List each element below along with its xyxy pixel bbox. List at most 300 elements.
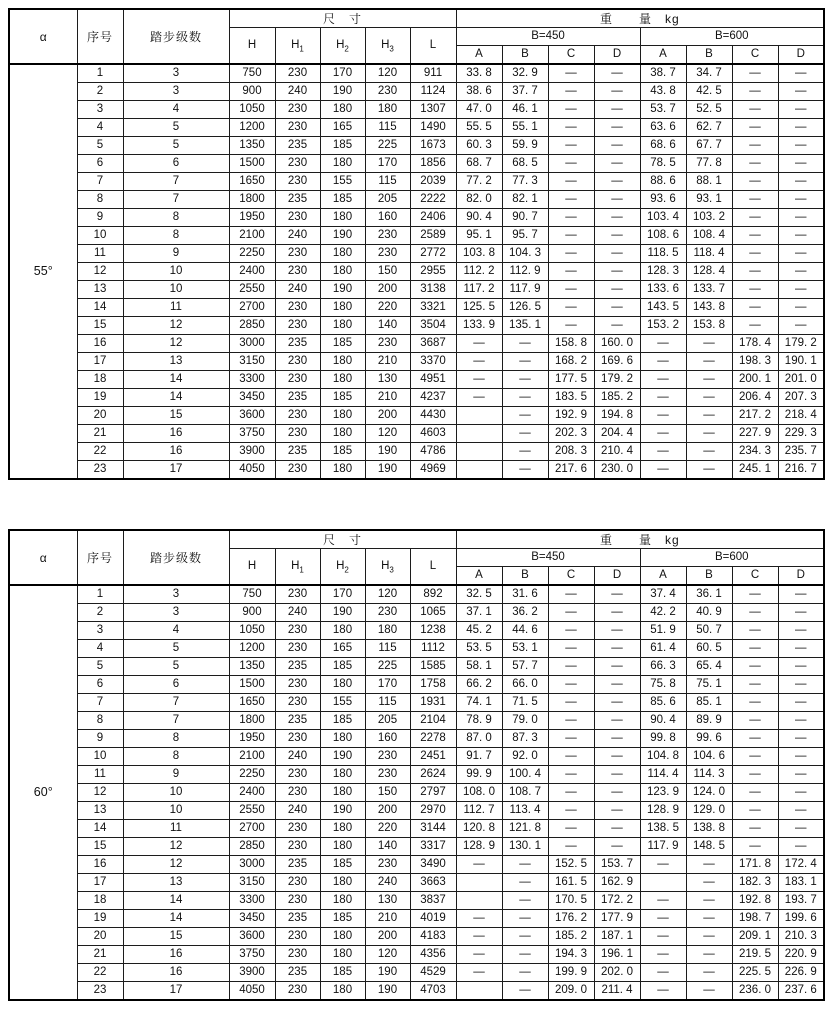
cell-A600: 53. 7	[640, 101, 686, 119]
cell-D450: 169. 6	[594, 353, 640, 371]
cell-D450: 194. 8	[594, 407, 640, 425]
cell-C600: —	[732, 748, 778, 766]
table-row	[9, 263, 824, 281]
cell-D600: 183. 1	[778, 874, 824, 892]
cell-index: 18	[77, 371, 123, 389]
cell-index: 15	[77, 317, 123, 335]
cell-H: 1350	[229, 137, 275, 155]
cell-L: 1238	[410, 622, 456, 640]
header-index: 序号	[77, 530, 123, 585]
table-row	[9, 245, 824, 263]
cell-B600: —	[686, 856, 732, 874]
header-B450: B	[502, 46, 548, 65]
cell-B450: 46. 1	[502, 101, 548, 119]
header-steps: 踏步级数	[123, 530, 229, 585]
cell-B450: 126. 5	[502, 299, 548, 317]
header-B450: B	[502, 567, 548, 586]
cell-H3: 115	[365, 640, 410, 658]
cell-A450: 58. 1	[456, 658, 502, 676]
cell-A600: 128. 9	[640, 802, 686, 820]
cell-C600: 198. 3	[732, 353, 778, 371]
cell-C450: 152. 5	[548, 856, 594, 874]
table-row	[9, 281, 824, 299]
cell-C450: 176. 2	[548, 910, 594, 928]
cell-C600: 217. 2	[732, 407, 778, 425]
cell-H2: 180	[320, 263, 365, 281]
cell-B450: 68. 5	[502, 155, 548, 173]
cell-D600: —	[778, 622, 824, 640]
cell-steps: 9	[123, 766, 229, 784]
cell-steps: 7	[123, 712, 229, 730]
cell-H1: 230	[275, 622, 320, 640]
cell-C600: 245. 1	[732, 461, 778, 480]
table-row	[9, 64, 824, 83]
cell-C450: 194. 3	[548, 946, 594, 964]
cell-H: 1650	[229, 694, 275, 712]
header-D450: D	[594, 46, 640, 65]
cell-A450: 38. 6	[456, 83, 502, 101]
cell-H3: 225	[365, 658, 410, 676]
cell-B600: —	[686, 335, 732, 353]
cell-A600: —	[640, 443, 686, 461]
cell-B600: 103. 2	[686, 209, 732, 227]
cell-H1: 230	[275, 119, 320, 137]
cell-H2: 185	[320, 137, 365, 155]
cell-H: 3450	[229, 389, 275, 407]
cell-H2: 180	[320, 676, 365, 694]
cell-C450: —	[548, 64, 594, 83]
cell-B450: 82. 1	[502, 191, 548, 209]
header-alpha: α	[9, 9, 77, 64]
cell-C450: —	[548, 317, 594, 335]
cell-L: 4019	[410, 910, 456, 928]
cell-H: 1050	[229, 622, 275, 640]
cell-A600: —	[640, 910, 686, 928]
cell-A600: 51. 9	[640, 622, 686, 640]
header-dimensions-group: 尺 寸	[229, 530, 456, 549]
cell-H: 2400	[229, 263, 275, 281]
cell-H1: 240	[275, 748, 320, 766]
cell-H2: 180	[320, 155, 365, 173]
cell-H2: 190	[320, 748, 365, 766]
cell-B600: 65. 4	[686, 658, 732, 676]
cell-index: 22	[77, 964, 123, 982]
cell-C600: 234. 3	[732, 443, 778, 461]
cell-index: 4	[77, 119, 123, 137]
cell-A600: 61. 4	[640, 640, 686, 658]
cell-H3: 230	[365, 83, 410, 101]
cell-D450: —	[594, 209, 640, 227]
cell-C600: 225. 5	[732, 964, 778, 982]
cell-C600: 182. 3	[732, 874, 778, 892]
table-row	[9, 101, 824, 119]
cell-D450: —	[594, 317, 640, 335]
cell-C600: —	[732, 802, 778, 820]
table-row	[9, 119, 824, 137]
cell-index: 17	[77, 874, 123, 892]
cell-H1: 230	[275, 64, 320, 83]
cell-A450	[456, 874, 502, 892]
cell-H1: 240	[275, 802, 320, 820]
header-H2: $H_2$	[320, 549, 365, 586]
cell-index: 2	[77, 604, 123, 622]
cell-B600: 124. 0	[686, 784, 732, 802]
table-row	[9, 640, 824, 658]
cell-C450: —	[548, 137, 594, 155]
cell-steps: 12	[123, 317, 229, 335]
cell-A450: 33. 8	[456, 64, 502, 83]
cell-L: 3321	[410, 299, 456, 317]
cell-steps: 10	[123, 802, 229, 820]
cell-C450: 168. 2	[548, 353, 594, 371]
cell-A600: 108. 6	[640, 227, 686, 245]
cell-H2: 180	[320, 371, 365, 389]
cell-H3: 120	[365, 425, 410, 443]
cell-A450: 77. 2	[456, 173, 502, 191]
cell-A600: —	[640, 928, 686, 946]
cell-B600: 148. 5	[686, 838, 732, 856]
cell-H3: 210	[365, 910, 410, 928]
cell-C600: —	[732, 604, 778, 622]
cell-H3: 230	[365, 604, 410, 622]
cell-D600: —	[778, 838, 824, 856]
cell-H3: 160	[365, 730, 410, 748]
table-row	[9, 676, 824, 694]
cell-B600: 114. 3	[686, 766, 732, 784]
cell-H3: 230	[365, 335, 410, 353]
cell-L: 3504	[410, 317, 456, 335]
cell-C600: —	[732, 281, 778, 299]
cell-D450: 185. 2	[594, 389, 640, 407]
cell-D600: —	[778, 155, 824, 173]
cell-D600: —	[778, 317, 824, 335]
cell-H2: 180	[320, 766, 365, 784]
cell-B450: 90. 7	[502, 209, 548, 227]
cell-C450: —	[548, 640, 594, 658]
cell-index: 21	[77, 425, 123, 443]
cell-B450: —	[502, 964, 548, 982]
cell-index: 16	[77, 335, 123, 353]
cell-D450: —	[594, 766, 640, 784]
cell-D600: —	[778, 712, 824, 730]
cell-A600: 38. 7	[640, 64, 686, 83]
cell-L: 3144	[410, 820, 456, 838]
cell-C600: —	[732, 712, 778, 730]
cell-A450: 82. 0	[456, 191, 502, 209]
cell-A600: —	[640, 425, 686, 443]
table-row	[9, 227, 824, 245]
cell-index: 10	[77, 748, 123, 766]
cell-index: 21	[77, 946, 123, 964]
cell-H1: 235	[275, 910, 320, 928]
cell-H3: 180	[365, 101, 410, 119]
cell-A600: —	[640, 389, 686, 407]
cell-H2: 180	[320, 101, 365, 119]
cell-H1: 235	[275, 658, 320, 676]
cell-A450: 103. 8	[456, 245, 502, 263]
cell-H1: 240	[275, 604, 320, 622]
cell-H1: 235	[275, 137, 320, 155]
cell-H1: 230	[275, 173, 320, 191]
cell-A600: —	[640, 371, 686, 389]
cell-D600: 218. 4	[778, 407, 824, 425]
cell-B450: —	[502, 910, 548, 928]
cell-A450: 45. 2	[456, 622, 502, 640]
cell-H3: 190	[365, 964, 410, 982]
header-row-groups	[9, 9, 824, 28]
cell-H: 3300	[229, 371, 275, 389]
cell-H1: 230	[275, 317, 320, 335]
cell-D600: —	[778, 173, 824, 191]
cell-H2: 185	[320, 658, 365, 676]
cell-D600: —	[778, 640, 824, 658]
cell-C600: 209. 1	[732, 928, 778, 946]
cell-C600: —	[732, 299, 778, 317]
cell-D450: 196. 1	[594, 946, 640, 964]
cell-C450: 202. 3	[548, 425, 594, 443]
cell-A450: —	[456, 371, 502, 389]
cell-B600: 42. 5	[686, 83, 732, 101]
table-row	[9, 730, 824, 748]
spec-table-60deg	[8, 529, 825, 1001]
cell-C600: —	[732, 640, 778, 658]
cell-L: 2955	[410, 263, 456, 281]
cell-index: 15	[77, 838, 123, 856]
table-row	[9, 425, 824, 443]
cell-steps: 14	[123, 892, 229, 910]
cell-L: 4951	[410, 371, 456, 389]
table-row	[9, 461, 824, 480]
cell-D450: 162. 9	[594, 874, 640, 892]
cell-L: 4603	[410, 425, 456, 443]
header-H: H	[229, 28, 275, 65]
cell-H2: 180	[320, 461, 365, 480]
cell-D600: —	[778, 227, 824, 245]
cell-H1: 230	[275, 425, 320, 443]
cell-C450: —	[548, 712, 594, 730]
alpha-value: 55°	[9, 64, 77, 479]
cell-D450: 179. 2	[594, 371, 640, 389]
cell-H: 2700	[229, 820, 275, 838]
cell-B450: 66. 0	[502, 676, 548, 694]
cell-B600: 34. 7	[686, 64, 732, 83]
cell-B450: —	[502, 425, 548, 443]
cell-H3: 220	[365, 820, 410, 838]
cell-H: 3450	[229, 910, 275, 928]
cell-H1: 230	[275, 838, 320, 856]
cell-A450: 90. 4	[456, 209, 502, 227]
cell-D450: —	[594, 299, 640, 317]
cell-steps: 8	[123, 730, 229, 748]
cell-H2: 190	[320, 281, 365, 299]
cell-H: 750	[229, 64, 275, 83]
cell-steps: 13	[123, 353, 229, 371]
table-row	[9, 371, 824, 389]
cell-H: 1950	[229, 209, 275, 227]
cell-D600: 190. 1	[778, 353, 824, 371]
cell-H: 2100	[229, 748, 275, 766]
cell-D450: 204. 4	[594, 425, 640, 443]
cell-index: 11	[77, 245, 123, 263]
cell-A600: 153. 2	[640, 317, 686, 335]
cell-B450: 79. 0	[502, 712, 548, 730]
cell-H3: 210	[365, 353, 410, 371]
cell-L: 3663	[410, 874, 456, 892]
cell-C600: —	[732, 766, 778, 784]
cell-B450: 130. 1	[502, 838, 548, 856]
table-row	[9, 173, 824, 191]
cell-H2: 180	[320, 946, 365, 964]
cell-steps: 7	[123, 173, 229, 191]
cell-C450: —	[548, 263, 594, 281]
cell-H: 2400	[229, 784, 275, 802]
cell-D450: 153. 7	[594, 856, 640, 874]
cell-H2: 165	[320, 640, 365, 658]
cell-H1: 230	[275, 585, 320, 604]
cell-C600: 171. 8	[732, 856, 778, 874]
cell-B600: 60. 5	[686, 640, 732, 658]
cell-A600: 99. 8	[640, 730, 686, 748]
cell-D600: 207. 3	[778, 389, 824, 407]
cell-steps: 7	[123, 694, 229, 712]
cell-index: 19	[77, 910, 123, 928]
cell-C450: —	[548, 173, 594, 191]
cell-H: 750	[229, 585, 275, 604]
cell-H2: 190	[320, 802, 365, 820]
cell-C450: 177. 5	[548, 371, 594, 389]
cell-B600: 143. 8	[686, 299, 732, 317]
cell-steps: 14	[123, 371, 229, 389]
cell-B450: 55. 1	[502, 119, 548, 137]
cell-L: 1490	[410, 119, 456, 137]
cell-D600: —	[778, 730, 824, 748]
cell-L: 2797	[410, 784, 456, 802]
header-H3: $H_3$	[365, 28, 410, 65]
header-L: L	[410, 28, 456, 65]
cell-B450: 108. 7	[502, 784, 548, 802]
cell-H3: 115	[365, 173, 410, 191]
cell-H: 2850	[229, 838, 275, 856]
cell-D450: —	[594, 137, 640, 155]
cell-C600: —	[732, 245, 778, 263]
header-C600: C	[732, 46, 778, 65]
cell-H1: 235	[275, 335, 320, 353]
cell-C450: 170. 5	[548, 892, 594, 910]
cell-L: 3317	[410, 838, 456, 856]
cell-H2: 180	[320, 874, 365, 892]
cell-B600: 104. 6	[686, 748, 732, 766]
cell-C600: —	[732, 64, 778, 83]
cell-A450: 66. 2	[456, 676, 502, 694]
cell-C450: 183. 5	[548, 389, 594, 407]
header-D600: D	[778, 567, 824, 586]
alpha-value: 60°	[9, 585, 77, 1000]
cell-C450: —	[548, 820, 594, 838]
cell-B450: 104. 3	[502, 245, 548, 263]
cell-H3: 230	[365, 766, 410, 784]
cell-D450: —	[594, 730, 640, 748]
cell-H2: 185	[320, 964, 365, 982]
cell-H: 900	[229, 604, 275, 622]
cell-index: 23	[77, 982, 123, 1001]
table-row	[9, 389, 824, 407]
cell-H1: 230	[275, 982, 320, 1001]
cell-B600: —	[686, 353, 732, 371]
cell-H: 1350	[229, 658, 275, 676]
cell-L: 1931	[410, 694, 456, 712]
cell-A450: 120. 8	[456, 820, 502, 838]
cell-steps: 16	[123, 443, 229, 461]
cell-steps: 12	[123, 856, 229, 874]
cell-A450: 53. 5	[456, 640, 502, 658]
header-H: H	[229, 549, 275, 586]
cell-B600: 88. 1	[686, 173, 732, 191]
cell-C600: 192. 8	[732, 892, 778, 910]
header-A600: A	[640, 46, 686, 65]
cell-C600: —	[732, 137, 778, 155]
cell-A450: 32. 5	[456, 585, 502, 604]
cell-A450: 47. 0	[456, 101, 502, 119]
cell-H1: 235	[275, 389, 320, 407]
cell-H2: 185	[320, 712, 365, 730]
cell-A600: 123. 9	[640, 784, 686, 802]
cell-A600: 128. 3	[640, 263, 686, 281]
cell-D450: —	[594, 191, 640, 209]
cell-H: 1800	[229, 191, 275, 209]
cell-D450: —	[594, 227, 640, 245]
cell-C600: —	[732, 155, 778, 173]
cell-B600: —	[686, 443, 732, 461]
table-row	[9, 658, 824, 676]
cell-D600: 226. 9	[778, 964, 824, 982]
cell-H3: 200	[365, 281, 410, 299]
cell-C450: —	[548, 209, 594, 227]
cell-B450: 92. 0	[502, 748, 548, 766]
cell-H: 1200	[229, 640, 275, 658]
cell-C600: —	[732, 119, 778, 137]
cell-A450	[456, 425, 502, 443]
cell-H: 3600	[229, 928, 275, 946]
cell-D450: —	[594, 173, 640, 191]
cell-C450: —	[548, 83, 594, 101]
cell-H: 1050	[229, 101, 275, 119]
cell-B600: 62. 7	[686, 119, 732, 137]
cell-H1: 240	[275, 281, 320, 299]
cell-steps: 3	[123, 64, 229, 83]
cell-A450	[456, 461, 502, 480]
cell-B600: —	[686, 928, 732, 946]
cell-D600: —	[778, 191, 824, 209]
cell-steps: 9	[123, 245, 229, 263]
cell-B450: —	[502, 335, 548, 353]
cell-L: 1856	[410, 155, 456, 173]
cell-H1: 230	[275, 245, 320, 263]
header-b450: B=450	[456, 28, 640, 46]
cell-D600: —	[778, 585, 824, 604]
cell-A600: 138. 5	[640, 820, 686, 838]
cell-H2: 190	[320, 83, 365, 101]
cell-steps: 16	[123, 964, 229, 982]
cell-H: 1800	[229, 712, 275, 730]
table-row	[9, 137, 824, 155]
cell-C600: —	[732, 820, 778, 838]
cell-index: 9	[77, 209, 123, 227]
cell-B600: 129. 0	[686, 802, 732, 820]
cell-H1: 230	[275, 371, 320, 389]
cell-H3: 230	[365, 227, 410, 245]
cell-B450: —	[502, 389, 548, 407]
cell-A450: —	[456, 946, 502, 964]
